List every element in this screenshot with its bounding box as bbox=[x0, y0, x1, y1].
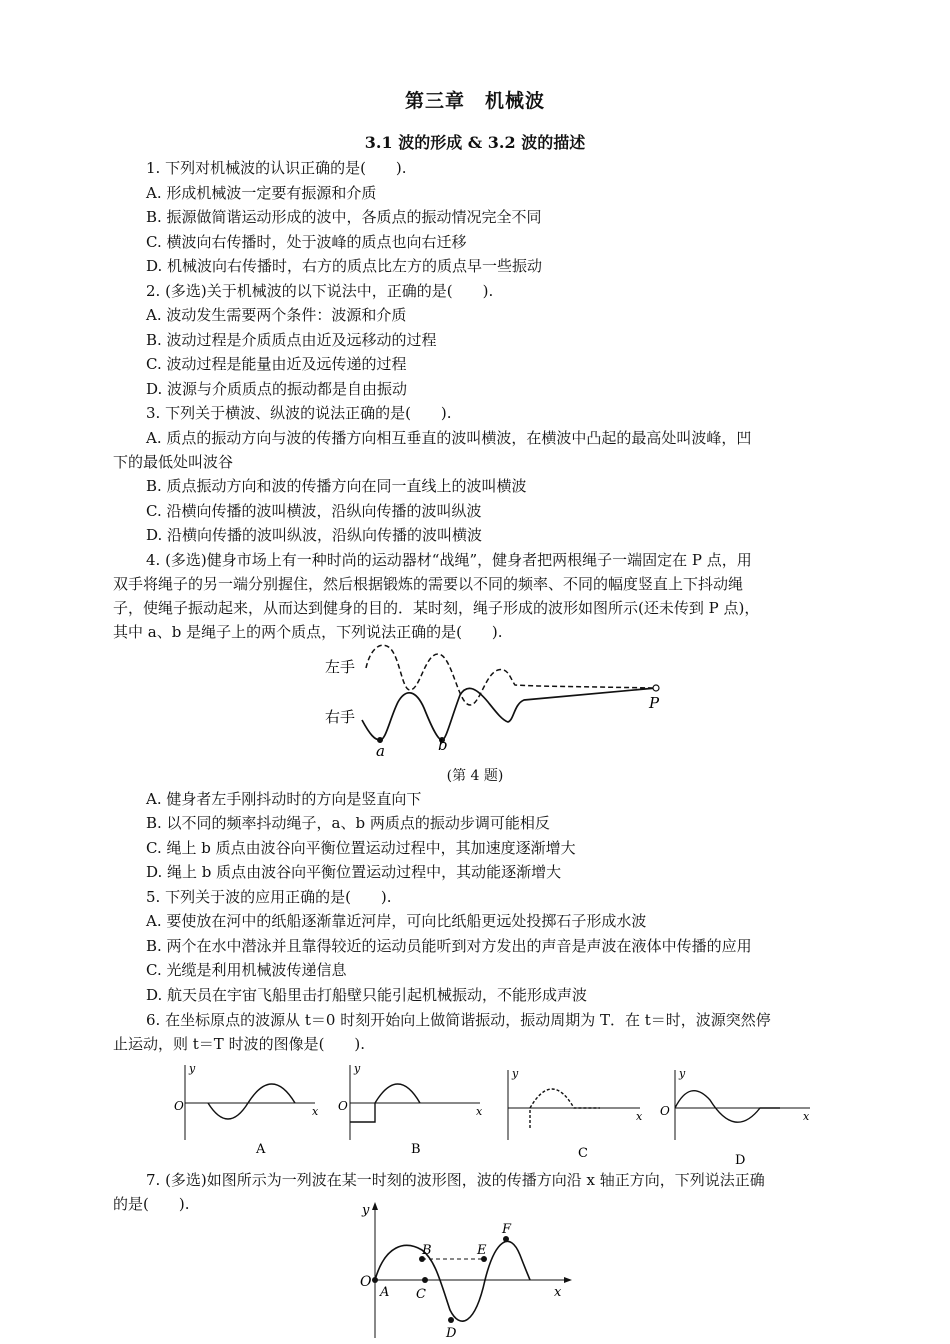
q6-graph-b bbox=[338, 1062, 483, 1157]
q6-c-x-label: x bbox=[636, 1110, 643, 1123]
q6-b-x-label: x bbox=[476, 1105, 483, 1118]
q6-d-y-label: y bbox=[679, 1067, 686, 1080]
q1-stem: 1. 下列对机械波的认识正确的是( ). bbox=[146, 159, 407, 177]
q3-option-c: C. 沿横向传播的波叫横波，沿纵向传播的波叫纵波 bbox=[146, 502, 482, 520]
point-p-label: P bbox=[649, 694, 660, 712]
q5-option-c: C. 光缆是利用机械波传递信息 bbox=[146, 961, 347, 979]
q7-y-arrow bbox=[372, 1202, 378, 1210]
q6-label-b: B bbox=[411, 1142, 421, 1157]
q6-a-x-label: x bbox=[312, 1105, 319, 1118]
q6-label-a: A bbox=[256, 1142, 266, 1157]
chapter-title: 第三章 机械波 bbox=[404, 90, 545, 112]
q4-stem-4: 其中 a、b 是绳子上的两个质点，下列说法正确的是( ). bbox=[113, 623, 503, 641]
q4-option-a: A. 健身者左手刚抖动时的方向是竖直向下 bbox=[146, 790, 422, 808]
q7-label-d: D bbox=[446, 1326, 457, 1340]
q7-stem-1: 7. (多选)如图所示为一列波在某一时刻的波形图，波的传播方向沿 x 轴正方向，下列说法正确 bbox=[146, 1171, 765, 1189]
battle-rope-figure bbox=[320, 640, 670, 760]
q7-point-c bbox=[422, 1277, 428, 1283]
q1-option-a: A. 形成机械波一定要有振源和介质 bbox=[146, 184, 377, 202]
q7-label-a: A bbox=[380, 1285, 390, 1300]
left-hand-label: 左手 bbox=[325, 658, 356, 676]
q4-stem-1: 4. (多选)健身市场上有一种时尚的运动器材“战绳”，健身者把两根绳子一端固定在 P 点，用 bbox=[146, 551, 752, 569]
q6-graph-a bbox=[174, 1062, 319, 1157]
point-a-label: a bbox=[376, 742, 385, 760]
q4-stem-3: 子，使绳子振动起来，从而达到健身的目的．某时刻，绳子形成的波形如图所示(还未传到 P 点)， bbox=[113, 599, 760, 617]
q6-label-d: D bbox=[735, 1153, 746, 1168]
q6-d-origin: O bbox=[660, 1104, 670, 1118]
q7-y-label: y bbox=[362, 1203, 370, 1218]
q4-option-c: C. 绳上 b 质点由波谷向平衡位置运动过程中，其加速度逐渐增大 bbox=[146, 839, 576, 857]
q4-option-d: D. 绳上 b 质点由波谷向平衡位置运动过程中，其动能逐渐增大 bbox=[146, 863, 562, 881]
q5-option-d: D. 航天员在宇宙飞船里击打船壁只能引起机械振动，不能形成声波 bbox=[146, 986, 588, 1004]
q7-x-arrow bbox=[564, 1277, 572, 1283]
q7-stem-2: 的是( ). bbox=[113, 1195, 190, 1213]
q6-stem-2: 止运动，则 t＝T 时波的图像是( ). bbox=[113, 1035, 366, 1053]
q6-graph-d bbox=[660, 1067, 810, 1168]
q7-label-f: F bbox=[502, 1222, 512, 1237]
q4-stem-2: 双手将绳子的另一端分别握住，然后根据锻炼的需要以不同的频率、不同的幅度竖直上下抖动绳 bbox=[113, 575, 744, 593]
q7-label-e: E bbox=[477, 1243, 487, 1258]
q5-option-b: B. 两个在水中潜泳并且靠得较近的运动员能听到对方发出的声音是声波在液体中传播的应用 bbox=[146, 937, 752, 955]
q7-wave bbox=[375, 1241, 530, 1321]
q6-options-figure bbox=[160, 1060, 830, 1170]
left-rope-dashed bbox=[366, 645, 656, 705]
q2-stem: 2. (多选)关于机械波的以下说法中，正确的是( ). bbox=[146, 282, 494, 300]
q2-option-b: B. 波动过程是介质质点由近及远移动的过程 bbox=[146, 331, 437, 349]
q1-option-d: D. 机械波向右传播时，右方的质点比左方的质点早一些振动 bbox=[146, 257, 543, 275]
q7-label-c: C bbox=[416, 1287, 426, 1302]
q6-label-c: C bbox=[578, 1146, 588, 1161]
q5-option-a: A. 要使放在河中的纸船逐渐靠近河岸，可向比纸船更远处投掷石子形成水波 bbox=[146, 912, 647, 930]
q6-graph-c bbox=[508, 1067, 643, 1161]
q3-option-b: B. 质点振动方向和波的传播方向在同一直线上的波叫横波 bbox=[146, 477, 527, 495]
q6-b-origin: O bbox=[338, 1099, 348, 1113]
q2-option-d: D. 波源与介质质点的振动都是自由振动 bbox=[146, 380, 408, 398]
q7-x-label: x bbox=[554, 1285, 562, 1300]
q7-origin: O bbox=[360, 1274, 372, 1290]
q6-d-x-label: x bbox=[803, 1110, 810, 1123]
q6-a-wave bbox=[208, 1084, 295, 1119]
q6-a-y-label: y bbox=[189, 1062, 196, 1075]
section-title: 3.1 波的形成 & 3.2 波的描述 bbox=[364, 133, 586, 152]
q7-point-d bbox=[448, 1317, 454, 1323]
q2-option-c: C. 波动过程是能量由近及远传递的过程 bbox=[146, 355, 407, 373]
q7-label-b: B bbox=[422, 1243, 432, 1258]
q6-b-y-label: y bbox=[354, 1062, 361, 1075]
q3-option-d: D. 沿横向传播的波叫纵波，沿纵向传播的波叫横波 bbox=[146, 526, 483, 544]
q4-option-b: B. 以不同的频率抖动绳子，a、b 两质点的振动步调可能相反 bbox=[146, 814, 550, 832]
point-b-label: b bbox=[438, 736, 448, 754]
q6-stem-1: 6. 在坐标原点的波源从 t＝0 时刻开始向上做简谐振动，振动周期为 T．在 t＝时，波源突然停 bbox=[146, 1011, 771, 1029]
point-p-dot bbox=[653, 685, 659, 691]
q3-stem: 3. 下列关于横波、纵波的说法正确的是( ). bbox=[146, 404, 452, 422]
right-hand-label: 右手 bbox=[325, 708, 356, 726]
q7-wave-figure bbox=[350, 1200, 580, 1340]
right-rope-solid bbox=[362, 688, 656, 740]
q5-stem: 5. 下列关于波的应用正确的是( ). bbox=[146, 888, 392, 906]
q1-option-c: C. 横波向右传播时，处于波峰的质点也向右迁移 bbox=[146, 233, 467, 251]
q3-option-a-cont: 下的最低处叫波谷 bbox=[113, 453, 234, 471]
q7-point-a bbox=[372, 1277, 378, 1283]
q1-option-b: B. 振源做简谐运动形成的波中，各质点的振动情况完全不同 bbox=[146, 208, 542, 226]
q2-option-a: A. 波动发生需要两个条件：波源和介质 bbox=[146, 306, 407, 324]
q3-option-a: A. 质点的振动方向与波的传播方向相互垂直的波叫横波，在横波中凸起的最高处叫波峰，凹 bbox=[146, 429, 752, 447]
q6-d-wave bbox=[675, 1091, 780, 1123]
q6-a-origin: O bbox=[174, 1099, 184, 1113]
q4-figure-caption: (第 4 题) bbox=[446, 768, 504, 784]
q6-c-y-label: y bbox=[512, 1067, 519, 1080]
